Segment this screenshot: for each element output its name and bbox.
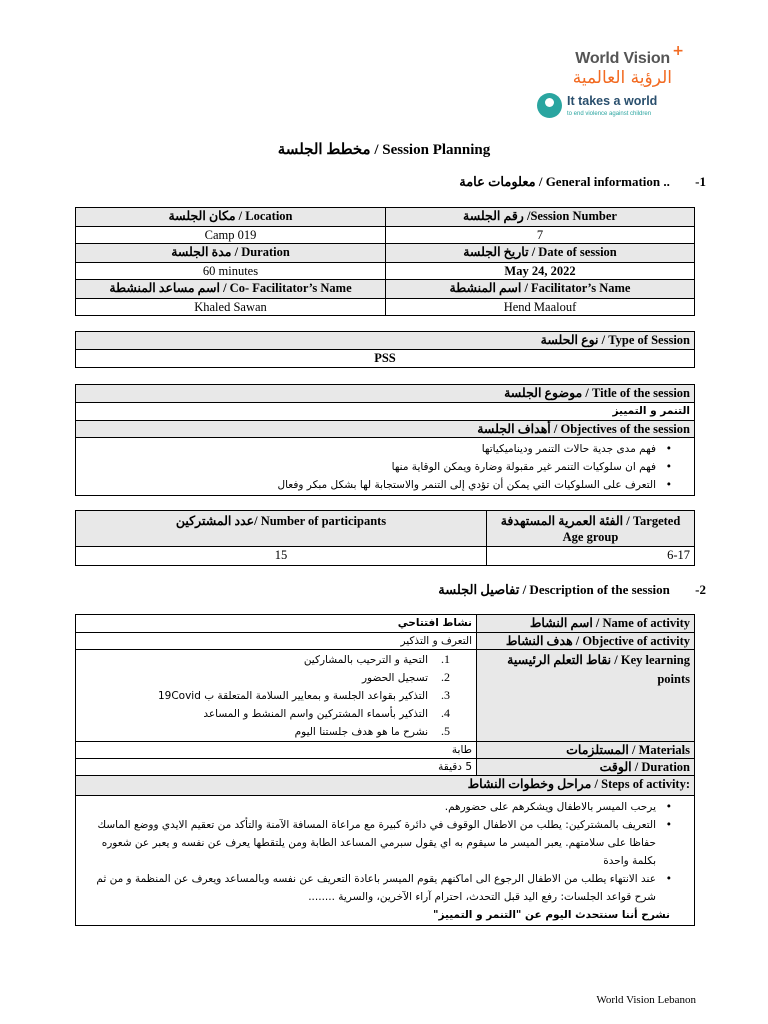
- key-point-item: 3.التذكير بقواعد الجلسة و بمعايير السلامة المتعلقة ب 19Covid: [157, 688, 450, 702]
- activity-table: [75, 614, 695, 926]
- closing-statement: نشرح أننا سنتحدث اليوم عن "التنمر و التمييز": [432, 909, 670, 921]
- general-info-table: [75, 207, 695, 316]
- general-info-heading: [459, 174, 706, 190]
- age-group-label-line1: الفئة العمرية المستهدفة / Targeted: [500, 514, 681, 528]
- participants-table: [75, 510, 695, 566]
- objective-item: • فهم مدى جدية حالات التنمر وديناميكياتها: [80, 440, 656, 458]
- objectives-list: [80, 440, 670, 494]
- type-of-session-label: نوع الحلسة / Type of Session: [76, 332, 695, 350]
- logo-plus-icon: +: [672, 43, 684, 59]
- campaign-emblem-icon: [537, 93, 562, 118]
- activity-objective-label: هدف النشاط / Objective of activity: [477, 633, 695, 650]
- key-points-cell: [76, 650, 477, 742]
- activity-duration-label: الوقت / Duration: [477, 759, 695, 776]
- cofacilitator-value: Khaled Sawan: [76, 299, 386, 316]
- participants-label: عدد المشتركين/ Number of participants: [76, 511, 487, 547]
- age-group-label-line2: Age group: [562, 530, 619, 544]
- description-number: -2: [695, 582, 706, 597]
- session-title-objectives-table: [75, 384, 695, 496]
- logo-brand-arabic: الرؤية العالمية: [572, 68, 672, 88]
- materials-value: طابة: [76, 742, 477, 759]
- age-group-label-cell: [487, 511, 695, 547]
- step-item: • التعريف بالمشتركين: يطلب من الاطفال الوقوف في دائرة كبيرة مع مراعاة المسافة الآمنة والتأكد من تعقيم الايدي ووضع الماسك حفاظا على سلامتهم. يعبر الميسر ما سيقوم به اي يقول سبرمي المساعد الطابة ومن يلتقطها يعرف عن نفسه و يعبر عن شعوره بكلمة واحدة: [86, 816, 656, 870]
- objective-item: • التعرف على السلوكيات التي يمكن أن تؤدي إلى التنمر والاستجابة لها بشكل مبكر وفعال: [80, 476, 656, 494]
- page-title: مخطط الجلسة / Session Planning: [277, 142, 491, 158]
- campaign-subtagline: to end violence against children: [567, 111, 652, 117]
- key-point-item: 1.التحية و الترحيب بالمشاركين: [303, 652, 450, 666]
- type-of-session-value: PSS: [76, 350, 695, 368]
- session-number-value: 7: [386, 227, 695, 244]
- key-points-label-line1: نقاط التعلم الرئيسية / Key learning: [507, 653, 690, 667]
- description-label: تفاصيل الجلسة / Description of the session: [438, 582, 670, 597]
- world-vision-logo: [532, 40, 692, 128]
- steps-label: مراحل وخطوات النشاط / Steps of activity:: [76, 776, 695, 796]
- location-value: Camp 019: [76, 227, 386, 244]
- footer-organization: World Vision Lebanon: [596, 994, 696, 1006]
- activity-name-label: اسم النشاط / Name of activity: [477, 615, 695, 633]
- step-item: • يرحب الميسر بالاطفال ويشكرهم على حضورهم.: [86, 798, 656, 816]
- campaign-tagline: It takes a world: [567, 94, 658, 108]
- participants-value: 15: [76, 547, 487, 566]
- duration-label: مدة الجلسة / Duration: [76, 244, 386, 263]
- objectives-label: أهداف الجلسة / Objectives of the session: [76, 421, 695, 438]
- date-label: تاريخ الجلسة / Date of session: [386, 244, 695, 263]
- key-point-item: 5.نشرح ما هو هدف جلستنا اليوم: [294, 724, 450, 738]
- step-item: • عند الانتهاء يطلب من الاطفال الرجوع الى اماكنهم يقوم الميسر باعادة التعريف عن نفسه وبالمساعد ويعرف عن المنظمة و من ثم شرح قواعد الجلسات: رفع اليد قبل التحدث، احترام آراء الآخرين، والسرية ........: [86, 870, 656, 906]
- facilitator-value: Hend Maalouf: [386, 299, 695, 316]
- facilitator-label: اسم المنشطة / Facilitator’s Name: [386, 280, 695, 299]
- activity-name-value: نشاط افتتاحي: [76, 615, 477, 633]
- cofacilitator-label: اسم مساعد المنشطة / Co- Facilitator’s Name: [76, 280, 386, 299]
- objectives-list-cell: [76, 438, 695, 496]
- logo-brand-text: World Vision: [575, 50, 670, 67]
- objective-item: • فهم ان سلوكيات التنمر غير مقبولة وضارة ويمكن الوقاية منها: [80, 458, 656, 476]
- key-point-item: 2.تسجيل الحضور: [361, 670, 450, 684]
- session-title-label: موضوع الجلسة / Title of the session: [76, 385, 695, 403]
- key-points-label-cell: [477, 650, 695, 742]
- activity-duration-value: 5 دقيقة: [76, 759, 477, 776]
- description-heading: [438, 582, 706, 598]
- materials-label: المستلزمات / Materials: [477, 742, 695, 759]
- key-points-label-line2: points: [657, 672, 690, 686]
- date-value: May 24, 2022: [386, 263, 695, 280]
- key-points-list: [80, 651, 450, 741]
- location-label: مكان الجلسة / Location: [76, 208, 386, 227]
- key-point-item: 4.التذكير بأسماء المشتركين واسم المنشط و المساعد: [203, 706, 450, 720]
- session-title-value: التنمر و التمييز: [76, 403, 695, 421]
- steps-cell: [76, 796, 695, 926]
- type-of-session-table: [75, 331, 695, 368]
- age-group-value: 6-17: [487, 547, 695, 566]
- duration-value: 60 minutes: [76, 263, 386, 280]
- session-number-label: رقم الجلسة /Session Number: [386, 208, 695, 227]
- general-info-label: معلومات عامة / General information ..: [459, 174, 670, 189]
- activity-objective-value: التعرف و التذكير: [76, 633, 477, 650]
- steps-list: [86, 798, 670, 906]
- general-info-number: -1: [695, 174, 706, 189]
